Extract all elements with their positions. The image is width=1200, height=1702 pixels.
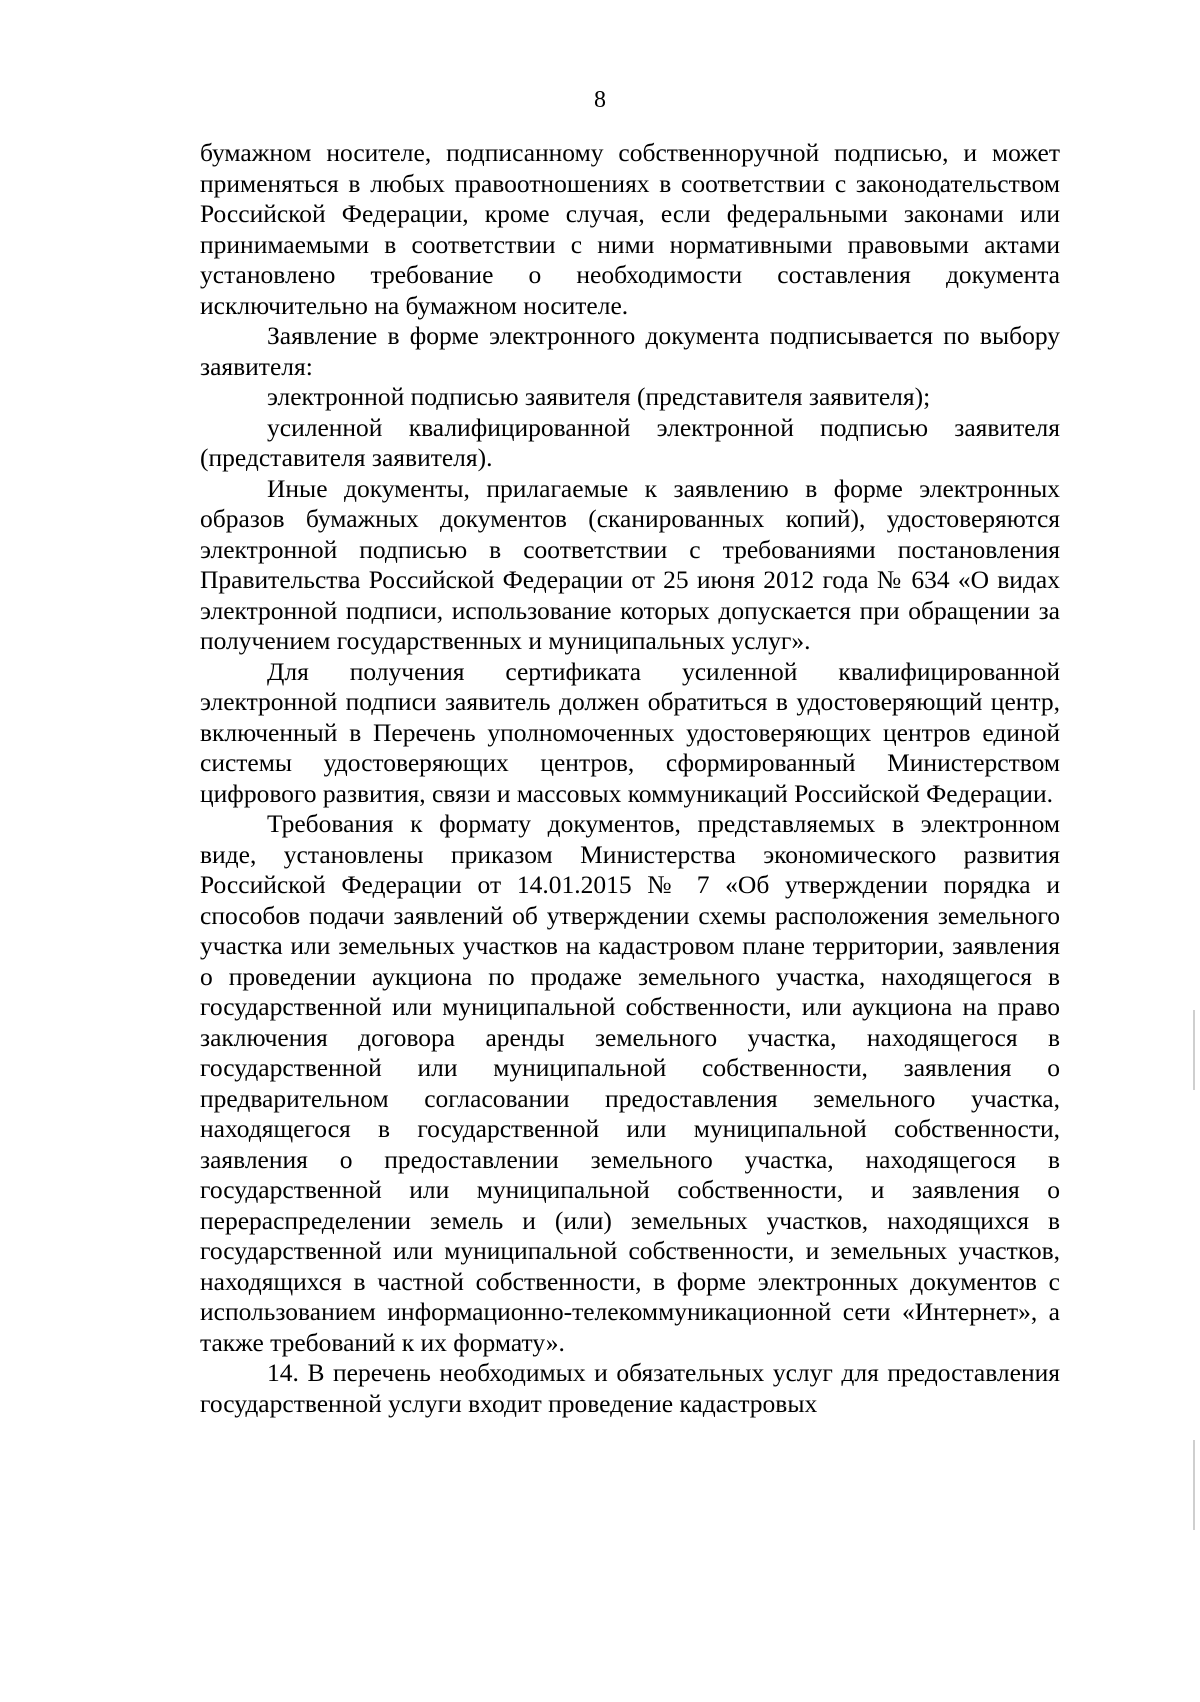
scan-edge-mark [1193,1010,1195,1090]
paragraph: Требования к формату документов, представляемых в электронном виде, установлены приказом Министерства экономического развития Российской Федерации от 14.01.2015 № 7 «Об утверждении порядка и способов подачи заявлений об утверждении схемы расположения земельного участка или земельных участков на кадастровом плане территории, заявления о проведении аукциона по продаже земельного участка, находящегося в государственной или муниципальной собственности, или аукциона на право заключения договора аренды земельного участка, находящегося в государственной или муниципальной собственности, заявления о предварительном согласовании предоставления земельного участка, находящегося в государственной или муниципальной собственности, заявления о предоставлении земельного участка, находящегося в государственной или муниципальной собственности, и заявления о перераспределении земель и (или) земельных участков, находящихся в государственной или муниципальной собственности, и земельных участков, находящихся в частной собственности, в форме электронных документов с использованием информационно-телекоммуникационной сети «Интернет», а также требований к их формату». [200,809,1060,1357]
paragraph: Для получения сертификата усиленной квалифицированной электронной подписи заявитель должен обратиться в удостоверяющий центр, включенный в Перечень уполномоченных удостоверяющих центров единой системы удостоверяющих центров, сформированный Министерством цифрового развития, связи и массовых коммуникаций Российской Федерации. [200,656,1060,808]
paragraph: электронной подписью заявителя (представителя заявителя); [267,382,931,411]
paragraph: Иные документы, прилагаемые к заявлению в форме электронных образов бумажных документов (сканированных копий), удостоверяются электронной подписью в соответствии с требованиями постановления Правительства Российской Федерации от 25 июня 2012 года № 634 «О видах электронной подписи, использование которых допускается при обращении за получением государственных и муниципальных услуг». [200,473,1060,655]
document-body [200,138,1060,1419]
scan-edge-mark [1193,1440,1195,1530]
paragraph: Заявление в форме электронного документа подписывается по выбору заявителя: [200,321,1060,381]
page-number: 8 [594,87,606,113]
paragraph: 14. В перечень необходимых и обязательных услуг для предоставления государственной услуги входит проведение кадастровых [200,1358,1060,1418]
paragraph: усиленной квалифицированной электронной подписью заявителя (представителя заявителя). [200,412,1060,472]
paragraph: бумажном носителе, подписанному собственноручной подписью, и может применяться в любых правоотношениях в соответствии с законодательством Российской Федерации, кроме случая, если федеральными законами или принимаемыми в соответствии с ними нормативными правовыми актами установлено требование о необходимости составления документа исключительно на бумажном носителе. [200,138,1060,320]
